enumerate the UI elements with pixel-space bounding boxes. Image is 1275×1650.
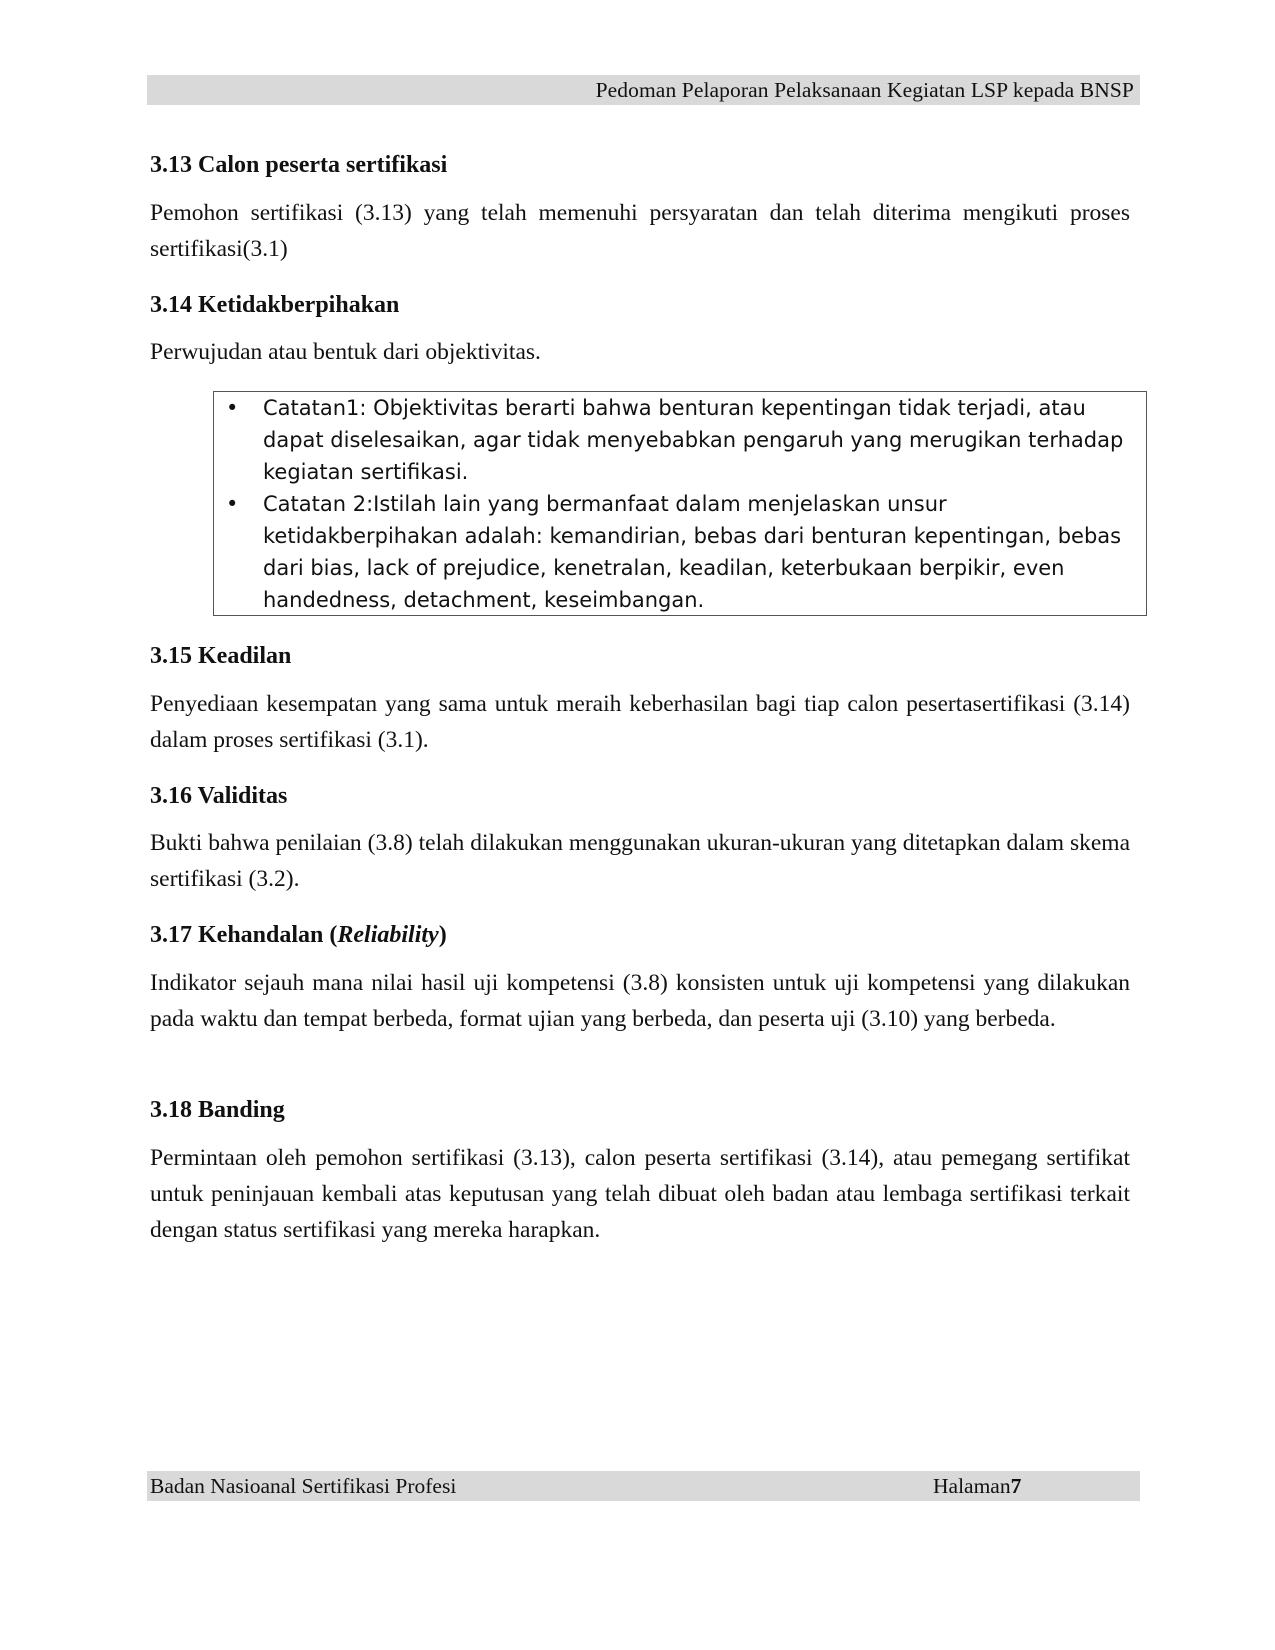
- notes-list: [214, 392, 1146, 616]
- page-footer: [147, 1471, 1140, 1501]
- bullet-icon: •: [226, 396, 239, 420]
- section-heading-3-17: [150, 922, 447, 949]
- section-body-3-14: Perwujudan atau bentuk dari objektivitas.: [150, 339, 541, 365]
- document-title: Pedoman Pelaporan Pelaksanaan Kegiatan LSP kepada BNSP: [595, 78, 1134, 102]
- page-label: Halaman: [933, 1474, 1011, 1498]
- note-item: [214, 392, 1146, 488]
- heading-prefix: 3.17 Kehandalan (: [150, 922, 338, 948]
- section-body-3-13: Pemohon sertifikasi (3.13) yang telah memenuhi persyaratan dan telah diterima mengikuti proses sertifikasi(3.1): [150, 200, 1130, 262]
- page-number: 7: [1010, 1474, 1022, 1498]
- note-text: Catatan1: Objektivitas berarti bahwa benturan kepentingan tidak terjadi, atau dapat diselesaikan, agar tidak menyebabkan pengaruh yang merugikan terhadap kegiatan sertifikasi.: [263, 396, 1124, 484]
- bullet-icon: •: [226, 492, 239, 516]
- heading-suffix: ): [438, 922, 447, 948]
- notes-box: [213, 391, 1147, 616]
- section-body-3-16: Bukti bahwa penilaian (3.8) telah dilakukan menggunakan ukuran-ukuran yang ditetapkan dalam skema sertifikasi (3.2).: [150, 830, 1130, 892]
- page-header: [147, 75, 1140, 105]
- heading-italic-term: Reliability: [337, 922, 439, 948]
- section-heading-3-13: 3.13 Calon peserta sertifikasi: [150, 152, 448, 178]
- section-heading-3-15: 3.15 Keadilan: [150, 643, 292, 669]
- note-text: Catatan 2:Istilah lain yang bermanfaat dalam menjelaskan unsur ketidakberpihakan adalah: kemandirian, bebas dari benturan kepentingan, bebas dari bias, lack of prejudice, kenetralan, keadilan, keterbukaan berpikir, even handedness, detachment, keseimbangan.: [263, 492, 1122, 612]
- section-heading-3-16: 3.16 Validitas: [150, 783, 288, 809]
- section-heading-3-14: 3.14 Ketidakberpihakan: [150, 292, 400, 318]
- note-item: [214, 488, 1146, 616]
- page-number-label: [933, 1474, 1021, 1499]
- section-body-3-17: Indikator sejauh mana nilai hasil uji kompetensi (3.8) konsisten untuk uji kompetensi yang dilakukan pada waktu dan tempat berbeda, format ujian yang berbeda, dan peserta uji (3.10) yang berbeda.: [150, 970, 1130, 1032]
- section-body-3-18: Permintaan oleh pemohon sertifikasi (3.13), calon peserta sertifikasi (3.14), atau pemegang sertifikat untuk peninjauan kembali atas keputusan yang telah dibuat oleh badan atau lembaga sertifikasi terkait dengan status sertifikasi yang mereka harapkan.: [150, 1145, 1130, 1243]
- footer-organization: Badan Nasioanal Sertifikasi Profesi: [150, 1474, 457, 1498]
- section-heading-3-18: 3.18 Banding: [150, 1097, 285, 1123]
- section-body-3-15: Penyediaan kesempatan yang sama untuk meraih keberhasilan bagi tiap calon pesertasertifikasi (3.14) dalam proses sertifikasi (3.1).: [150, 691, 1130, 753]
